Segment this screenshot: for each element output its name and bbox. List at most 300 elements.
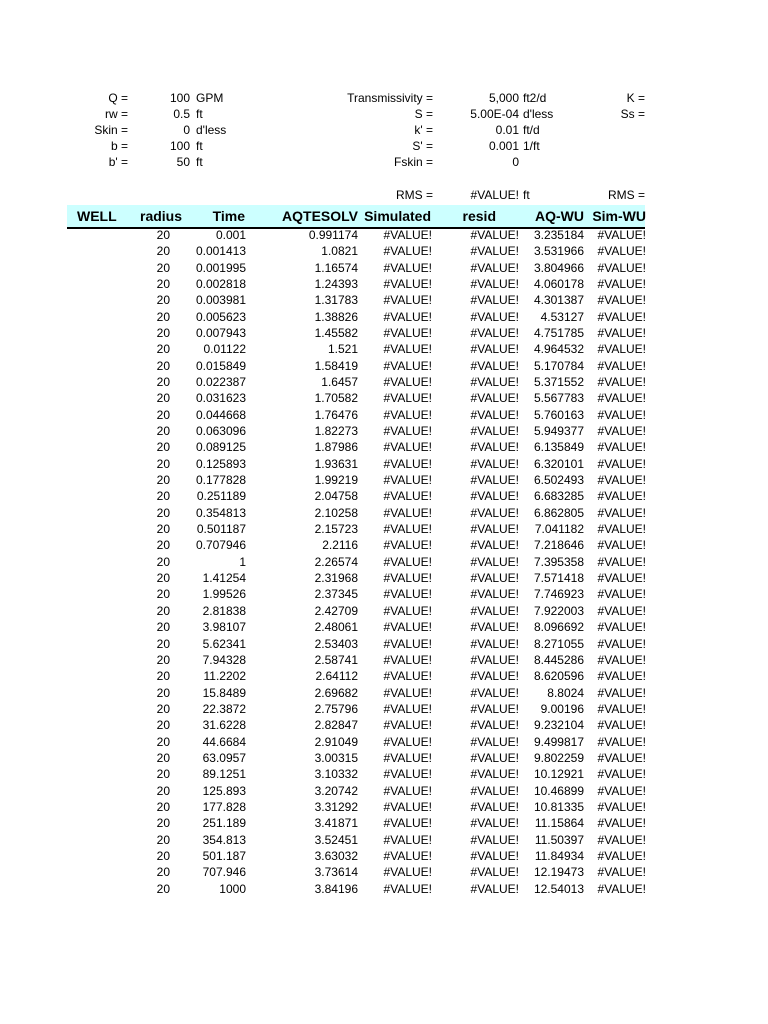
cell-resid[interactable]: #VALUE! bbox=[470, 554, 519, 569]
cell-sim-wu[interactable]: #VALUE! bbox=[597, 669, 646, 684]
cell-aq-wu[interactable]: 7.922003 bbox=[533, 603, 584, 618]
cell-aqtesolv[interactable]: 3.20742 bbox=[314, 783, 358, 798]
cell-sim-wu[interactable]: #VALUE! bbox=[597, 260, 646, 275]
cell-simulated[interactable]: #VALUE! bbox=[383, 685, 432, 700]
cell-time[interactable]: 2.81838 bbox=[202, 603, 246, 618]
cell-aqtesolv[interactable]: 1.45582 bbox=[314, 326, 358, 341]
cell-radius[interactable]: 20 bbox=[156, 244, 170, 259]
cell-resid[interactable]: #VALUE! bbox=[470, 522, 519, 537]
cell-aq-wu[interactable]: 4.751785 bbox=[533, 326, 584, 341]
cell-aqtesolv[interactable]: 1.99219 bbox=[314, 473, 358, 488]
cell-simulated[interactable]: #VALUE! bbox=[383, 375, 432, 390]
cell-aq-wu[interactable]: 7.218646 bbox=[533, 538, 584, 553]
cell-radius[interactable]: 20 bbox=[156, 407, 170, 422]
cell-radius[interactable]: 20 bbox=[156, 799, 170, 814]
cell-simulated[interactable]: #VALUE! bbox=[383, 865, 432, 880]
cell-sim-wu[interactable]: #VALUE! bbox=[597, 734, 646, 749]
cell-resid[interactable]: #VALUE! bbox=[470, 603, 519, 618]
cell-time[interactable]: 89.1251 bbox=[202, 767, 246, 782]
cell-resid[interactable]: #VALUE! bbox=[470, 424, 519, 439]
cell-resid[interactable]: #VALUE! bbox=[470, 244, 519, 259]
cell-radius[interactable]: 20 bbox=[156, 473, 170, 488]
cell-aq-wu[interactable]: 6.862805 bbox=[533, 505, 584, 520]
cell-simulated[interactable]: #VALUE! bbox=[383, 669, 432, 684]
cell-radius[interactable]: 20 bbox=[156, 326, 170, 341]
cell-sim-wu[interactable]: #VALUE! bbox=[597, 587, 646, 602]
cell-simulated[interactable]: #VALUE! bbox=[383, 734, 432, 749]
cell-resid[interactable]: #VALUE! bbox=[470, 293, 519, 308]
param-value-transmissivity[interactable]: 5,000 bbox=[488, 91, 519, 105]
cell-aq-wu[interactable]: 7.041182 bbox=[534, 522, 584, 537]
cell-aq-wu[interactable]: 7.395358 bbox=[533, 554, 584, 569]
cell-time[interactable]: 125.893 bbox=[202, 783, 246, 798]
header-aq-wu[interactable]: AQ-WU bbox=[535, 208, 584, 224]
cell-radius[interactable]: 20 bbox=[156, 750, 170, 765]
cell-sim-wu[interactable]: #VALUE! bbox=[597, 228, 646, 242]
cell-simulated[interactable]: #VALUE! bbox=[383, 505, 432, 520]
header-radius[interactable]: radius bbox=[140, 208, 183, 224]
cell-aqtesolv[interactable]: 3.63032 bbox=[314, 848, 358, 863]
cell-sim-wu[interactable]: #VALUE! bbox=[597, 391, 646, 406]
cell-aqtesolv[interactable]: 3.41871 bbox=[314, 816, 358, 831]
cell-time[interactable]: 0.005623 bbox=[195, 309, 246, 324]
rms-value[interactable]: #VALUE! bbox=[470, 188, 519, 202]
cell-radius[interactable]: 20 bbox=[156, 440, 170, 455]
cell-aq-wu[interactable]: 8.620596 bbox=[533, 669, 584, 684]
cell-aq-wu[interactable]: 8.271055 bbox=[533, 636, 584, 651]
cell-aqtesolv[interactable]: 2.64112 bbox=[315, 669, 358, 684]
cell-radius[interactable]: 20 bbox=[156, 652, 170, 667]
cell-simulated[interactable]: #VALUE! bbox=[383, 424, 432, 439]
cell-radius[interactable]: 20 bbox=[156, 848, 170, 863]
cell-radius[interactable]: 20 bbox=[156, 358, 170, 373]
cell-simulated[interactable]: #VALUE! bbox=[383, 456, 432, 471]
cell-simulated[interactable]: #VALUE! bbox=[383, 783, 432, 798]
cell-time[interactable]: 1.99526 bbox=[202, 587, 246, 602]
cell-time[interactable]: 0.001995 bbox=[195, 260, 246, 275]
cell-sim-wu[interactable]: #VALUE! bbox=[597, 522, 646, 537]
cell-aq-wu[interactable]: 5.371552 bbox=[533, 375, 584, 390]
cell-resid[interactable]: #VALUE! bbox=[470, 799, 519, 814]
cell-aqtesolv[interactable]: 2.58741 bbox=[314, 652, 358, 667]
cell-resid[interactable]: #VALUE! bbox=[470, 473, 519, 488]
cell-sim-wu[interactable]: #VALUE! bbox=[597, 375, 646, 390]
cell-sim-wu[interactable]: #VALUE! bbox=[597, 277, 646, 292]
param-value-s[interactable]: 5.00E-04 bbox=[470, 107, 519, 121]
cell-simulated[interactable]: #VALUE! bbox=[383, 701, 432, 716]
cell-sim-wu[interactable]: #VALUE! bbox=[597, 620, 646, 635]
cell-sim-wu[interactable]: #VALUE! bbox=[597, 505, 646, 520]
cell-sim-wu[interactable]: #VALUE! bbox=[597, 718, 646, 733]
cell-radius[interactable]: 20 bbox=[156, 260, 170, 275]
param-value-rw[interactable]: 0.5 bbox=[173, 107, 190, 121]
cell-sim-wu[interactable]: #VALUE! bbox=[597, 309, 646, 324]
cell-sim-wu[interactable]: #VALUE! bbox=[597, 603, 646, 618]
cell-sim-wu[interactable]: #VALUE! bbox=[597, 816, 646, 831]
cell-time[interactable]: 0.089125 bbox=[195, 440, 246, 455]
cell-time[interactable]: 0.354813 bbox=[195, 505, 246, 520]
cell-sim-wu[interactable]: #VALUE! bbox=[597, 571, 646, 586]
header-simulated[interactable]: Simulated bbox=[364, 208, 431, 224]
cell-resid[interactable]: #VALUE! bbox=[470, 375, 519, 390]
cell-aq-wu[interactable]: 8.445286 bbox=[533, 652, 584, 667]
cell-radius[interactable]: 20 bbox=[156, 783, 170, 798]
cell-aqtesolv[interactable]: 1.521 bbox=[327, 342, 358, 357]
cell-aq-wu[interactable]: 4.53127 bbox=[540, 309, 584, 324]
cell-sim-wu[interactable]: #VALUE! bbox=[597, 293, 646, 308]
cell-aqtesolv[interactable]: 1.0821 bbox=[321, 244, 358, 259]
cell-time[interactable]: 0.707946 bbox=[195, 538, 246, 553]
cell-resid[interactable]: #VALUE! bbox=[470, 701, 519, 716]
cell-aqtesolv[interactable]: 2.91049 bbox=[314, 734, 358, 749]
cell-radius[interactable]: 20 bbox=[156, 620, 170, 635]
cell-radius[interactable]: 20 bbox=[156, 734, 170, 749]
cell-simulated[interactable]: #VALUE! bbox=[383, 293, 432, 308]
cell-simulated[interactable]: #VALUE! bbox=[383, 440, 432, 455]
cell-aq-wu[interactable]: 9.00196 bbox=[540, 701, 584, 716]
cell-resid[interactable]: #VALUE! bbox=[470, 489, 519, 504]
cell-aqtesolv[interactable]: 3.00315 bbox=[314, 750, 358, 765]
cell-time[interactable]: 0.002818 bbox=[195, 277, 246, 292]
cell-radius[interactable]: 20 bbox=[156, 391, 170, 406]
cell-aqtesolv[interactable]: 1.24393 bbox=[314, 277, 358, 292]
cell-sim-wu[interactable]: #VALUE! bbox=[597, 881, 646, 896]
cell-resid[interactable]: #VALUE! bbox=[470, 783, 519, 798]
cell-aqtesolv[interactable]: 2.53403 bbox=[314, 636, 358, 651]
cell-aqtesolv[interactable]: 1.82273 bbox=[314, 424, 358, 439]
cell-time[interactable]: 1000 bbox=[219, 881, 246, 896]
cell-sim-wu[interactable]: #VALUE! bbox=[597, 685, 646, 700]
param-value-b[interactable]: 100 bbox=[169, 139, 190, 153]
cell-simulated[interactable]: #VALUE! bbox=[383, 260, 432, 275]
cell-simulated[interactable]: #VALUE! bbox=[383, 881, 432, 896]
header-well[interactable]: WELL bbox=[77, 208, 117, 224]
cell-simulated[interactable]: #VALUE! bbox=[383, 342, 432, 357]
cell-aq-wu[interactable]: 9.499817 bbox=[533, 734, 584, 749]
header-time[interactable]: Time bbox=[212, 208, 245, 224]
cell-resid[interactable]: #VALUE! bbox=[470, 587, 519, 602]
cell-sim-wu[interactable]: #VALUE! bbox=[597, 358, 646, 373]
cell-simulated[interactable]: #VALUE! bbox=[383, 750, 432, 765]
cell-aqtesolv[interactable]: 2.82847 bbox=[314, 718, 358, 733]
cell-simulated[interactable]: #VALUE! bbox=[383, 228, 432, 242]
cell-aqtesolv[interactable]: 2.42709 bbox=[314, 603, 358, 618]
cell-radius[interactable]: 20 bbox=[156, 522, 170, 537]
cell-radius[interactable]: 20 bbox=[156, 309, 170, 324]
param-value-b-prime[interactable]: 50 bbox=[176, 155, 190, 169]
cell-radius[interactable]: 20 bbox=[156, 375, 170, 390]
cell-simulated[interactable]: #VALUE! bbox=[383, 816, 432, 831]
param-value-skin[interactable]: 0 bbox=[183, 123, 190, 137]
cell-time[interactable]: 15.8489 bbox=[202, 685, 246, 700]
cell-sim-wu[interactable]: #VALUE! bbox=[597, 636, 646, 651]
cell-sim-wu[interactable]: #VALUE! bbox=[597, 554, 646, 569]
cell-sim-wu[interactable]: #VALUE! bbox=[597, 440, 646, 455]
cell-aq-wu[interactable]: 8.096692 bbox=[533, 620, 584, 635]
cell-aq-wu[interactable]: 6.135849 bbox=[533, 440, 584, 455]
cell-radius[interactable]: 20 bbox=[156, 293, 170, 308]
cell-sim-wu[interactable]: #VALUE! bbox=[597, 799, 646, 814]
cell-aqtesolv[interactable]: 1.58419 bbox=[314, 358, 358, 373]
cell-sim-wu[interactable]: #VALUE! bbox=[597, 244, 646, 259]
cell-aq-wu[interactable]: 10.81335 bbox=[533, 799, 584, 814]
cell-time[interactable]: 0.003981 bbox=[195, 293, 246, 308]
cell-radius[interactable]: 20 bbox=[156, 277, 170, 292]
cell-sim-wu[interactable]: #VALUE! bbox=[597, 538, 646, 553]
cell-aq-wu[interactable]: 4.060178 bbox=[533, 277, 584, 292]
cell-resid[interactable]: #VALUE! bbox=[470, 407, 519, 422]
cell-aqtesolv[interactable]: 2.15723 bbox=[314, 522, 358, 537]
param-value-q[interactable]: 100 bbox=[169, 91, 190, 105]
cell-radius[interactable]: 20 bbox=[156, 816, 170, 831]
cell-resid[interactable]: #VALUE! bbox=[470, 848, 519, 863]
cell-aq-wu[interactable]: 5.170784 bbox=[533, 358, 584, 373]
cell-radius[interactable]: 20 bbox=[156, 456, 170, 471]
cell-aq-wu[interactable]: 11.50397 bbox=[534, 832, 584, 847]
cell-aq-wu[interactable]: 5.760163 bbox=[533, 407, 584, 422]
cell-aqtesolv[interactable]: 2.37345 bbox=[314, 587, 358, 602]
cell-sim-wu[interactable]: #VALUE! bbox=[597, 652, 646, 667]
cell-time[interactable]: 1 bbox=[239, 554, 246, 569]
param-value-k-prime[interactable]: 0.01 bbox=[495, 123, 519, 137]
cell-simulated[interactable]: #VALUE! bbox=[383, 767, 432, 782]
cell-aqtesolv[interactable]: 2.2116 bbox=[322, 538, 358, 553]
cell-time[interactable]: 44.6684 bbox=[202, 734, 246, 749]
cell-radius[interactable]: 20 bbox=[156, 424, 170, 439]
cell-resid[interactable]: #VALUE! bbox=[470, 652, 519, 667]
cell-time[interactable]: 251.189 bbox=[202, 816, 246, 831]
cell-aqtesolv[interactable]: 2.04758 bbox=[314, 489, 358, 504]
cell-time[interactable]: 0.031623 bbox=[195, 391, 246, 406]
cell-aqtesolv[interactable]: 3.84196 bbox=[314, 881, 358, 896]
cell-aqtesolv[interactable]: 3.73614 bbox=[314, 865, 358, 880]
cell-sim-wu[interactable]: #VALUE! bbox=[597, 456, 646, 471]
cell-aqtesolv[interactable]: 1.31783 bbox=[314, 293, 358, 308]
header-aqtesolv[interactable]: AQTESOLV bbox=[282, 208, 358, 224]
cell-aq-wu[interactable]: 4.301387 bbox=[533, 293, 584, 308]
cell-aqtesolv[interactable]: 3.31292 bbox=[314, 799, 358, 814]
cell-simulated[interactable]: #VALUE! bbox=[383, 277, 432, 292]
cell-simulated[interactable]: #VALUE! bbox=[383, 407, 432, 422]
cell-sim-wu[interactable]: #VALUE! bbox=[597, 701, 646, 716]
cell-aq-wu[interactable]: 7.571418 bbox=[533, 571, 584, 586]
cell-aqtesolv[interactable]: 1.38826 bbox=[314, 309, 358, 324]
cell-simulated[interactable]: #VALUE! bbox=[383, 489, 432, 504]
cell-resid[interactable]: #VALUE! bbox=[470, 750, 519, 765]
cell-time[interactable]: 354.813 bbox=[202, 832, 246, 847]
cell-aqtesolv[interactable]: 2.69682 bbox=[314, 685, 358, 700]
cell-aq-wu[interactable]: 9.232104 bbox=[533, 718, 584, 733]
cell-sim-wu[interactable]: #VALUE! bbox=[597, 767, 646, 782]
cell-simulated[interactable]: #VALUE! bbox=[383, 473, 432, 488]
cell-aqtesolv[interactable]: 3.10332 bbox=[314, 767, 358, 782]
cell-resid[interactable]: #VALUE! bbox=[470, 816, 519, 831]
cell-resid[interactable]: #VALUE! bbox=[470, 277, 519, 292]
cell-radius[interactable]: 20 bbox=[156, 767, 170, 782]
cell-resid[interactable]: #VALUE! bbox=[470, 571, 519, 586]
cell-aq-wu[interactable]: 6.320101 bbox=[533, 456, 584, 471]
cell-radius[interactable]: 20 bbox=[156, 538, 170, 553]
cell-radius[interactable]: 20 bbox=[156, 571, 170, 586]
header-resid[interactable]: resid bbox=[462, 208, 496, 224]
cell-aq-wu[interactable]: 8.8024 bbox=[547, 685, 584, 700]
cell-sim-wu[interactable]: #VALUE! bbox=[597, 489, 646, 504]
cell-resid[interactable]: #VALUE! bbox=[470, 342, 519, 357]
cell-radius[interactable]: 20 bbox=[156, 718, 170, 733]
cell-resid[interactable]: #VALUE! bbox=[470, 767, 519, 782]
cell-resid[interactable]: #VALUE! bbox=[470, 391, 519, 406]
cell-sim-wu[interactable]: #VALUE! bbox=[597, 326, 646, 341]
cell-aq-wu[interactable]: 5.567783 bbox=[533, 391, 584, 406]
cell-sim-wu[interactable]: #VALUE! bbox=[597, 783, 646, 798]
cell-aq-wu[interactable]: 5.949377 bbox=[533, 424, 584, 439]
cell-aqtesolv[interactable]: 1.76476 bbox=[314, 407, 358, 422]
cell-simulated[interactable]: #VALUE! bbox=[383, 391, 432, 406]
cell-time[interactable]: 0.501187 bbox=[196, 522, 246, 537]
cell-radius[interactable]: 20 bbox=[156, 489, 170, 504]
cell-aqtesolv[interactable]: 2.48061 bbox=[314, 620, 358, 635]
cell-resid[interactable]: #VALUE! bbox=[470, 669, 519, 684]
cell-time[interactable]: 0.015849 bbox=[195, 358, 246, 373]
cell-aqtesolv[interactable]: 1.70582 bbox=[314, 391, 358, 406]
cell-radius[interactable]: 20 bbox=[156, 603, 170, 618]
cell-resid[interactable]: #VALUE! bbox=[470, 636, 519, 651]
cell-simulated[interactable]: #VALUE! bbox=[383, 358, 432, 373]
cell-resid[interactable]: #VALUE! bbox=[470, 440, 519, 455]
param-value-fskin[interactable]: 0 bbox=[512, 155, 519, 169]
cell-radius[interactable]: 20 bbox=[156, 636, 170, 651]
cell-resid[interactable]: #VALUE! bbox=[470, 865, 519, 880]
cell-resid[interactable]: #VALUE! bbox=[470, 734, 519, 749]
cell-aq-wu[interactable]: 10.46899 bbox=[533, 783, 584, 798]
cell-resid[interactable]: #VALUE! bbox=[470, 326, 519, 341]
cell-aqtesolv[interactable]: 2.26574 bbox=[314, 554, 358, 569]
cell-resid[interactable]: #VALUE! bbox=[470, 260, 519, 275]
cell-simulated[interactable]: #VALUE! bbox=[383, 554, 432, 569]
cell-time[interactable]: 0.01122 bbox=[203, 342, 246, 357]
cell-resid[interactable]: #VALUE! bbox=[470, 718, 519, 733]
cell-time[interactable]: 0.125893 bbox=[195, 456, 246, 471]
cell-radius[interactable]: 20 bbox=[156, 554, 170, 569]
cell-sim-wu[interactable]: #VALUE! bbox=[597, 750, 646, 765]
cell-sim-wu[interactable]: #VALUE! bbox=[597, 424, 646, 439]
cell-simulated[interactable]: #VALUE! bbox=[383, 636, 432, 651]
cell-radius[interactable]: 20 bbox=[156, 881, 170, 896]
cell-sim-wu[interactable]: #VALUE! bbox=[597, 342, 646, 357]
header-sim-wu[interactable]: Sim-WU bbox=[592, 208, 646, 224]
cell-radius[interactable]: 20 bbox=[156, 587, 170, 602]
cell-aq-wu[interactable]: 10.12921 bbox=[533, 767, 584, 782]
cell-resid[interactable]: #VALUE! bbox=[470, 685, 519, 700]
cell-time[interactable]: 0.001413 bbox=[195, 244, 246, 259]
cell-aq-wu[interactable]: 12.19473 bbox=[533, 865, 584, 880]
cell-aqtesolv[interactable]: 2.75796 bbox=[314, 701, 358, 716]
cell-time[interactable]: 177.828 bbox=[202, 799, 246, 814]
cell-time[interactable]: 0.022387 bbox=[195, 375, 246, 390]
cell-simulated[interactable]: #VALUE! bbox=[383, 799, 432, 814]
cell-sim-wu[interactable]: #VALUE! bbox=[597, 407, 646, 422]
cell-aq-wu[interactable]: 11.15864 bbox=[534, 816, 584, 831]
cell-resid[interactable]: #VALUE! bbox=[470, 228, 519, 242]
cell-aqtesolv[interactable]: 1.93631 bbox=[314, 456, 358, 471]
cell-resid[interactable]: #VALUE! bbox=[470, 832, 519, 847]
cell-simulated[interactable]: #VALUE! bbox=[383, 848, 432, 863]
cell-time[interactable]: 0.063096 bbox=[195, 424, 246, 439]
cell-aq-wu[interactable]: 11.84934 bbox=[534, 848, 584, 863]
cell-aq-wu[interactable]: 6.683285 bbox=[533, 489, 584, 504]
cell-simulated[interactable]: #VALUE! bbox=[383, 620, 432, 635]
cell-time[interactable]: 3.98107 bbox=[202, 620, 246, 635]
cell-time[interactable]: 63.0957 bbox=[202, 750, 246, 765]
cell-resid[interactable]: #VALUE! bbox=[470, 456, 519, 471]
cell-aq-wu[interactable]: 12.54013 bbox=[533, 881, 584, 896]
cell-radius[interactable]: 20 bbox=[156, 228, 170, 242]
cell-simulated[interactable]: #VALUE! bbox=[383, 244, 432, 259]
cell-aqtesolv[interactable]: 1.6457 bbox=[321, 375, 358, 390]
cell-resid[interactable]: #VALUE! bbox=[470, 538, 519, 553]
cell-simulated[interactable]: #VALUE! bbox=[383, 522, 432, 537]
cell-simulated[interactable]: #VALUE! bbox=[383, 652, 432, 667]
cell-radius[interactable]: 20 bbox=[156, 701, 170, 716]
cell-time[interactable]: 0.001 bbox=[215, 228, 246, 242]
cell-aqtesolv[interactable]: 1.16574 bbox=[314, 260, 358, 275]
cell-simulated[interactable]: #VALUE! bbox=[383, 571, 432, 586]
cell-simulated[interactable]: #VALUE! bbox=[383, 538, 432, 553]
cell-aqtesolv[interactable]: 2.10258 bbox=[314, 505, 358, 520]
cell-simulated[interactable]: #VALUE! bbox=[383, 326, 432, 341]
cell-aq-wu[interactable]: 4.964532 bbox=[533, 342, 584, 357]
cell-aq-wu[interactable]: 7.746923 bbox=[533, 587, 584, 602]
cell-time[interactable]: 0.007943 bbox=[195, 326, 246, 341]
cell-aq-wu[interactable]: 9.802259 bbox=[533, 750, 584, 765]
cell-sim-wu[interactable]: #VALUE! bbox=[597, 473, 646, 488]
cell-simulated[interactable]: #VALUE! bbox=[383, 718, 432, 733]
param-value-s-prime[interactable]: 0.001 bbox=[488, 139, 519, 153]
cell-simulated[interactable]: #VALUE! bbox=[383, 603, 432, 618]
cell-resid[interactable]: #VALUE! bbox=[470, 505, 519, 520]
cell-time[interactable]: 0.251189 bbox=[196, 489, 246, 504]
cell-simulated[interactable]: #VALUE! bbox=[383, 832, 432, 847]
cell-resid[interactable]: #VALUE! bbox=[470, 358, 519, 373]
cell-time[interactable]: 501.187 bbox=[202, 848, 246, 863]
cell-radius[interactable]: 20 bbox=[156, 505, 170, 520]
cell-simulated[interactable]: #VALUE! bbox=[383, 587, 432, 602]
cell-time[interactable]: 0.177828 bbox=[195, 473, 246, 488]
cell-resid[interactable]: #VALUE! bbox=[470, 309, 519, 324]
cell-time[interactable]: 707.946 bbox=[202, 865, 246, 880]
cell-radius[interactable]: 20 bbox=[156, 865, 170, 880]
cell-time[interactable]: 7.94328 bbox=[202, 652, 246, 667]
cell-time[interactable]: 0.044668 bbox=[195, 407, 246, 422]
cell-aqtesolv[interactable]: 2.31968 bbox=[314, 571, 358, 586]
cell-radius[interactable]: 20 bbox=[156, 832, 170, 847]
cell-aq-wu[interactable]: 3.804966 bbox=[533, 260, 584, 275]
cell-aq-wu[interactable]: 3.235184 bbox=[533, 228, 584, 242]
cell-time[interactable]: 11.2202 bbox=[203, 669, 246, 684]
cell-simulated[interactable]: #VALUE! bbox=[383, 309, 432, 324]
cell-sim-wu[interactable]: #VALUE! bbox=[597, 865, 646, 880]
cell-aqtesolv[interactable]: 3.52451 bbox=[314, 832, 358, 847]
cell-time[interactable]: 5.62341 bbox=[202, 636, 246, 651]
cell-aq-wu[interactable]: 3.531966 bbox=[533, 244, 584, 259]
cell-radius[interactable]: 20 bbox=[156, 685, 170, 700]
cell-time[interactable]: 1.41254 bbox=[202, 571, 246, 586]
cell-aqtesolv[interactable]: 0.991174 bbox=[308, 228, 358, 242]
cell-time[interactable]: 22.3872 bbox=[202, 701, 246, 716]
cell-aq-wu[interactable]: 6.502493 bbox=[533, 473, 584, 488]
cell-sim-wu[interactable]: #VALUE! bbox=[597, 848, 646, 863]
cell-radius[interactable]: 20 bbox=[156, 342, 170, 357]
